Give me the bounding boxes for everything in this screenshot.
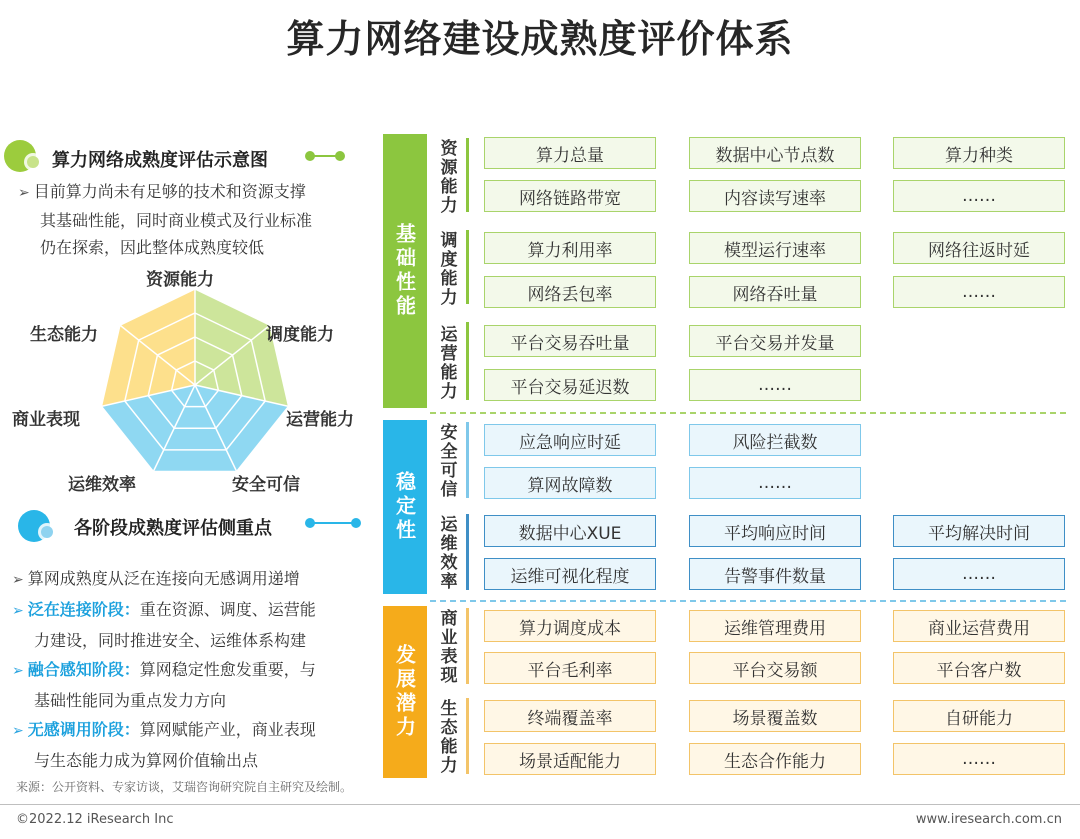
stage-3-line-2: 与生态能力成为算网价值输出点 bbox=[34, 751, 259, 770]
group-divider bbox=[466, 698, 469, 774]
radar-note bbox=[18, 178, 368, 261]
category-basic-performance: 基础性能 bbox=[383, 134, 427, 408]
metric-cell: 风险拦截数 bbox=[689, 424, 861, 456]
stage-2-line-1: 算网稳定性愈发重要，与 bbox=[139, 660, 316, 679]
stage-2-line-2: 基础性能同为重点发力方向 bbox=[34, 691, 227, 710]
metric-cell: …… bbox=[893, 558, 1065, 590]
metric-cell: …… bbox=[893, 180, 1065, 212]
stage-2-name: 融合感知阶段： bbox=[27, 660, 140, 679]
arrow-icon: ➢ bbox=[12, 603, 24, 619]
metric-cell: 网络链路带宽 bbox=[484, 180, 656, 212]
stage-1-name: 泛在连接阶段： bbox=[27, 600, 140, 619]
source-note: 来源：公开资料、专家访谈，艾瑞咨询研究院自主研究及绘制。 bbox=[16, 780, 353, 794]
category-potential: 发展潜力 bbox=[383, 606, 427, 778]
metric-cell: 平均解决时间 bbox=[893, 515, 1065, 547]
metric-cell: 运维管理费用 bbox=[689, 610, 861, 642]
metric-cell: 场景覆盖数 bbox=[689, 700, 861, 732]
separator bbox=[430, 412, 1066, 414]
metric-cell: 算网故障数 bbox=[484, 467, 656, 499]
radar-note-line-1: 目前算力尚未有足够的技术和资源支撑 bbox=[33, 182, 306, 201]
group-label-resource: 资源能力 bbox=[436, 139, 457, 215]
group-divider bbox=[466, 422, 469, 498]
metric-cell: 算力调度成本 bbox=[484, 610, 656, 642]
radar-note-line-3: 仍在探索，因此整体成熟度较低 bbox=[40, 238, 265, 257]
metric-cell: 算力利用率 bbox=[484, 232, 656, 264]
metric-cell: 终端覆盖率 bbox=[484, 700, 656, 732]
radar-label-business: 商业表现 bbox=[12, 410, 80, 430]
metric-cell: 告警事件数量 bbox=[689, 558, 861, 590]
metric-cell: 算力种类 bbox=[893, 137, 1065, 169]
group-divider bbox=[466, 138, 469, 212]
radar-label-schedule: 调度能力 bbox=[266, 325, 334, 345]
metric-cell: 运维可视化程度 bbox=[484, 558, 656, 590]
group-label-maintenance: 运维效率 bbox=[436, 515, 457, 591]
radar-note-line-2: 其基础性能，同时商业模式及行业标准 bbox=[40, 211, 313, 230]
radar-chart bbox=[90, 285, 300, 485]
radar-label-security: 安全可信 bbox=[232, 475, 300, 495]
group-label-business: 商业表现 bbox=[436, 609, 457, 685]
category-stability: 稳定性 bbox=[383, 420, 427, 594]
group-label-schedule: 调度能力 bbox=[436, 231, 457, 307]
metric-cell: …… bbox=[893, 276, 1065, 308]
metric-cell: 数据中心节点数 bbox=[689, 137, 861, 169]
metric-cell: 网络往返时延 bbox=[893, 232, 1065, 264]
stages-list bbox=[12, 564, 372, 775]
arrow-icon: ➢ bbox=[12, 723, 24, 739]
section-heading-radar: 算力网络成熟度评估示意图 bbox=[52, 150, 268, 171]
metric-cell: 生态合作能力 bbox=[689, 743, 861, 775]
metric-cell: 平台毛利率 bbox=[484, 652, 656, 684]
metric-cell: …… bbox=[689, 467, 861, 499]
stages-intro: 算网成熟度从泛在连接向无感调用递增 bbox=[27, 569, 300, 588]
line-dot-icon-green bbox=[304, 149, 346, 163]
radar-label-operation: 运营能力 bbox=[286, 410, 354, 430]
separator bbox=[430, 600, 1066, 602]
stage-3 bbox=[12, 715, 372, 746]
metric-cell: …… bbox=[893, 743, 1065, 775]
metric-cell: 平均响应时间 bbox=[689, 515, 861, 547]
group-divider bbox=[466, 322, 469, 400]
metric-cell: 平台交易吞吐量 bbox=[484, 325, 656, 357]
metric-cell: 模型运行速率 bbox=[689, 232, 861, 264]
stage-1-line-1: 重在资源、调度、运营能 bbox=[139, 600, 316, 619]
group-divider bbox=[466, 230, 469, 304]
arrow-icon: ➢ bbox=[12, 663, 24, 679]
metric-cell: 网络丢包率 bbox=[484, 276, 656, 308]
radar-label-maintenance: 运维效率 bbox=[68, 475, 136, 495]
radar-label-ecology: 生态能力 bbox=[30, 325, 98, 345]
circle-logo-icon-blue bbox=[16, 508, 60, 544]
metric-cell: 平台交易并发量 bbox=[689, 325, 861, 357]
metric-cell: 平台交易延迟数 bbox=[484, 369, 656, 401]
group-label-security: 安全可信 bbox=[436, 423, 457, 499]
arrow-icon: ➢ bbox=[12, 572, 24, 588]
radar-label-resource: 资源能力 bbox=[146, 270, 214, 290]
metric-cell: 应急响应时延 bbox=[484, 424, 656, 456]
footer-copyright: ©2022.12 iResearch Inc bbox=[16, 812, 174, 827]
page-title: 算力网络建设成熟度评价体系 bbox=[286, 17, 794, 61]
arrow-icon: ➢ bbox=[18, 185, 30, 201]
group-label-ecology: 生态能力 bbox=[436, 699, 457, 775]
metric-cell: 自研能力 bbox=[893, 700, 1065, 732]
metric-cell: 网络吞吐量 bbox=[689, 276, 861, 308]
line-dot-icon-blue bbox=[304, 516, 362, 530]
metric-cell: 场景适配能力 bbox=[484, 743, 656, 775]
metric-cell: 平台客户数 bbox=[893, 652, 1065, 684]
metric-cell: 商业运营费用 bbox=[893, 610, 1065, 642]
stage-1 bbox=[12, 595, 372, 626]
stage-2 bbox=[12, 655, 372, 686]
metric-cell: 算力总量 bbox=[484, 137, 656, 169]
stage-3-name: 无感调用阶段： bbox=[27, 720, 140, 739]
metric-cell: 内容读写速率 bbox=[689, 180, 861, 212]
group-divider bbox=[466, 608, 469, 684]
circle-logo-icon-green bbox=[2, 138, 46, 174]
stage-1-line-2: 力建设，同时推进安全、运维体系构建 bbox=[34, 631, 307, 650]
metric-cell: 数据中心XUE bbox=[484, 515, 656, 547]
footer-divider bbox=[0, 804, 1080, 805]
group-divider bbox=[466, 514, 469, 590]
metric-cell: 平台交易额 bbox=[689, 652, 861, 684]
section-heading-stages: 各阶段成熟度评估侧重点 bbox=[74, 518, 272, 539]
stage-3-line-1: 算网赋能产业，商业表现 bbox=[139, 720, 316, 739]
footer-website: www.iresearch.com.cn bbox=[915, 812, 1062, 827]
group-label-operation: 运营能力 bbox=[436, 325, 457, 401]
metric-cell: …… bbox=[689, 369, 861, 401]
